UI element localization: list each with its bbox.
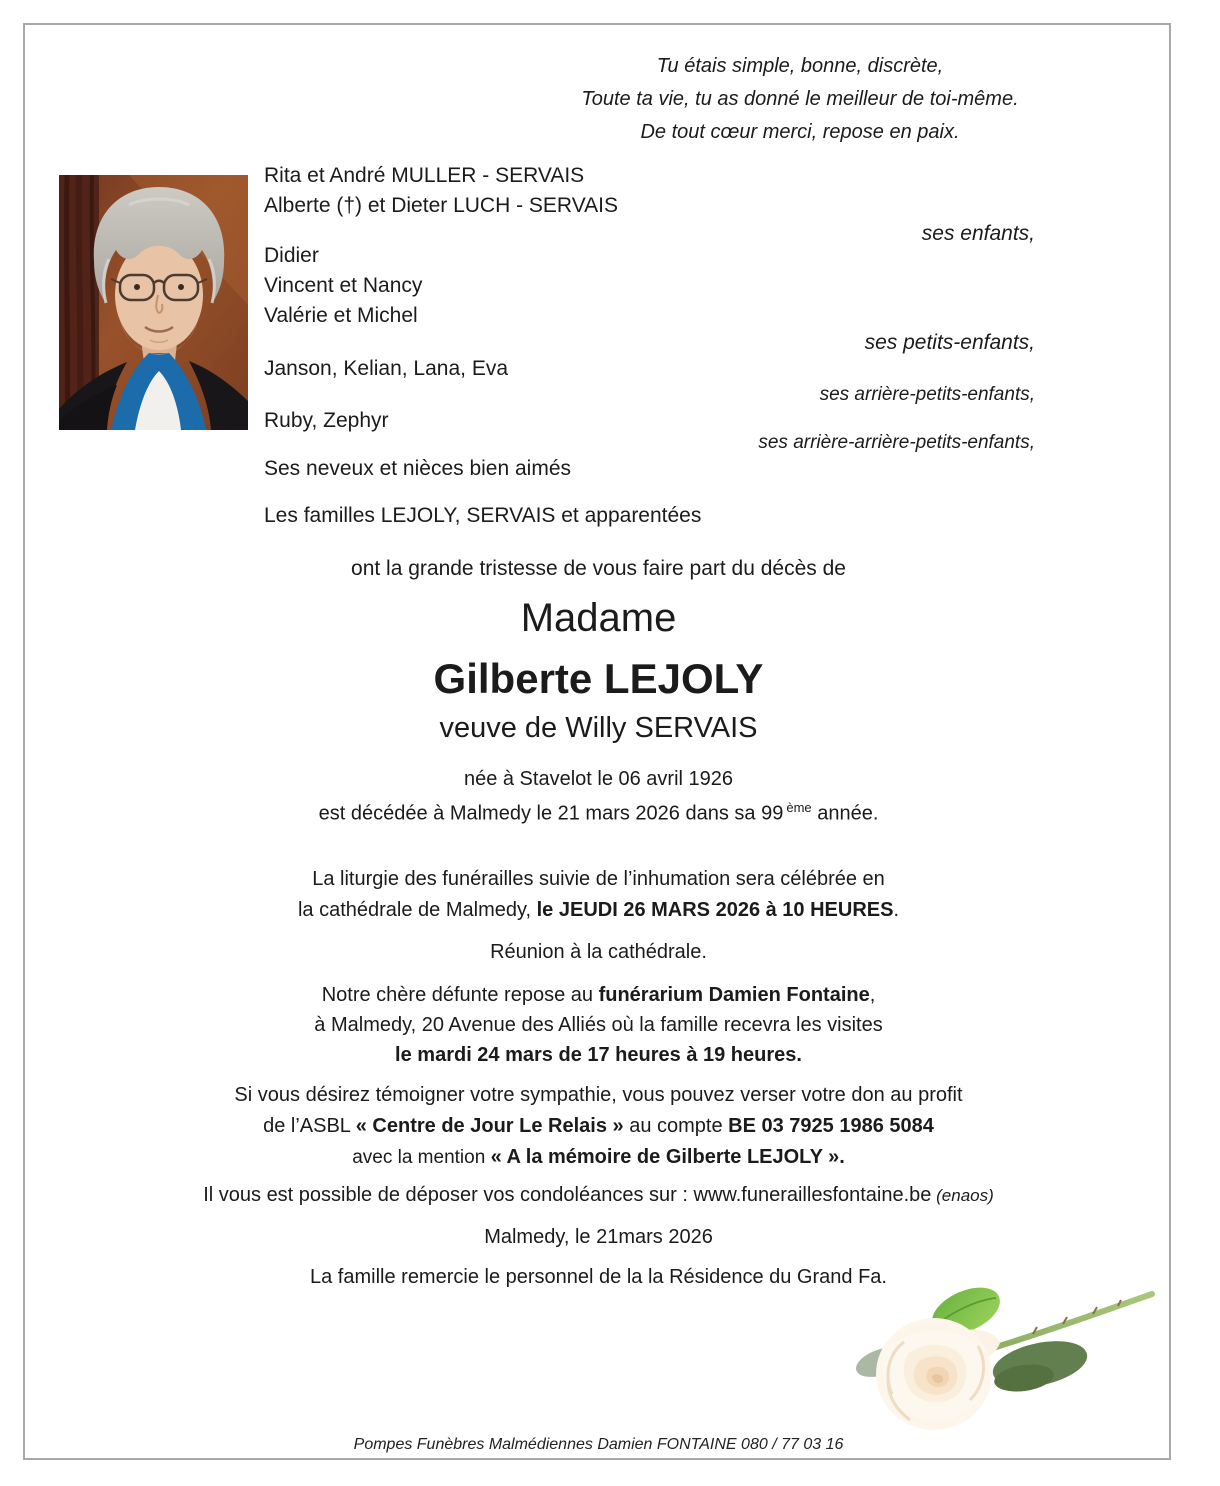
white-rose-image — [848, 1284, 1160, 1438]
family-nephews-line: Ses neveux et nièces bien aimés — [264, 457, 572, 480]
donation-account-number: BE 03 7925 1986 5084 — [728, 1115, 934, 1137]
liturgy-line-2-normal: la cathédrale de Malmedy, — [297, 899, 537, 921]
death-line-end: année. — [811, 802, 879, 825]
quote-line-3: De tout cœur merci, repose en paix. — [640, 121, 960, 143]
condolences-line — [12, 1182, 1185, 1209]
repose-normal: Notre chère défunte repose au — [321, 984, 599, 1006]
donation-line-2-normal-2: au compte — [623, 1115, 729, 1137]
donation-line-2-normal-1: de l’ASBL — [263, 1115, 356, 1137]
repose-funeral-home: funérarium Damien Fontaine — [598, 984, 870, 1006]
deceased-relation: veuve de Willy SERVAIS — [439, 712, 758, 744]
family-grandchildren-line-2: Vincent et Nancy — [264, 274, 423, 297]
donation-mention-prefix: avec la mention — [352, 1147, 491, 1168]
quote-line-1: Tu étais simple, bonne, discrète, — [656, 55, 944, 77]
deceased-name: Gilberte LEJOLY — [433, 655, 764, 702]
dedication-quote — [350, 50, 1220, 149]
death-line-superscript: ème — [786, 800, 812, 815]
visits-line: le mardi 24 mars de 17 heures à 19 heures. — [395, 1044, 802, 1066]
address-line: à Malmedy, 20 Avenue des Alliés où la famille recevra les visites — [314, 1014, 883, 1036]
family-grandchildren-line-1: Didier — [264, 244, 319, 267]
death-line — [12, 795, 1185, 827]
liturgy-line-2 — [12, 897, 1185, 923]
funeral-home-footer: Pompes Funèbres Malmédiennes Damien FONTAINE 080 / 77 03 16 — [353, 1436, 844, 1453]
portrait-photo — [59, 175, 248, 430]
liturgy-line-2-period: . — [893, 899, 900, 921]
condolences-url: www.funeraillesfontaine.be — [693, 1184, 932, 1206]
birth-line: née à Stavelot le 06 avril 1926 — [463, 768, 734, 790]
family-great-grandchildren-line: Janson, Kelian, Lana, Eva — [264, 357, 509, 380]
donation-charity-name: « Centre de Jour Le Relais » — [355, 1115, 624, 1137]
city-date-line: Malmedy, le 21mars 2026 — [484, 1226, 713, 1248]
family-children-line-2: Alberte (†) et Dieter LUCH - SERVAIS — [264, 194, 619, 217]
label-great-great-grandchildren: ses arrière-arrière-petits-enfants, — [758, 432, 1035, 453]
thanks-line: La famille remercie le personnel de la la Résidence du Grand Fa. — [310, 1266, 887, 1288]
meeting-line: Réunion à la cathédrale. — [490, 941, 707, 963]
label-grandchildren: ses petits-enfants, — [864, 331, 1035, 354]
repose-line — [12, 982, 1185, 1008]
condolences-note: (enaos) — [931, 1186, 994, 1205]
liturgy-line-1: La liturgie des funérailles suivie de l’inhumation sera célébrée en — [312, 868, 885, 890]
deceased-title: Madame — [520, 596, 677, 640]
family-children-line-1: Rita et André MULLER - SERVAIS — [264, 164, 585, 187]
family-families-line: Les familles LEJOLY, SERVAIS et apparentées — [264, 504, 702, 527]
donation-mention-text: « A la mémoire de Gilberte LEJOLY ». — [490, 1146, 845, 1168]
repose-comma: , — [869, 984, 876, 1006]
family-grandchildren-line-3: Valérie et Michel — [264, 304, 418, 327]
family-great-great-grandchildren-line: Ruby, Zephyr — [264, 409, 389, 432]
liturgy-line-2-bold: le JEUDI 26 MARS 2026 à 10 HEURES — [536, 899, 894, 921]
donation-line-3 — [12, 1144, 1185, 1171]
condolences-prefix: Il vous est possible de déposer vos condoléances sur : — [203, 1184, 694, 1206]
death-line-start: est décédée à Malmedy le 21 mars 2026 dans sa 99 — [318, 802, 784, 825]
label-great-grandchildren: ses arrière-petits-enfants, — [819, 384, 1035, 405]
label-children: ses enfants, — [921, 222, 1035, 245]
announcement-intro: ont la grande tristesse de vous faire part du décès de — [351, 557, 846, 580]
quote-line-2: Toute ta vie, tu as donné le meilleur de toi-même. — [581, 88, 1019, 110]
donation-line-2 — [12, 1113, 1185, 1139]
donation-line-1: Si vous désirez témoigner votre sympathie, vous pouvez verser votre don au profit — [234, 1084, 963, 1106]
